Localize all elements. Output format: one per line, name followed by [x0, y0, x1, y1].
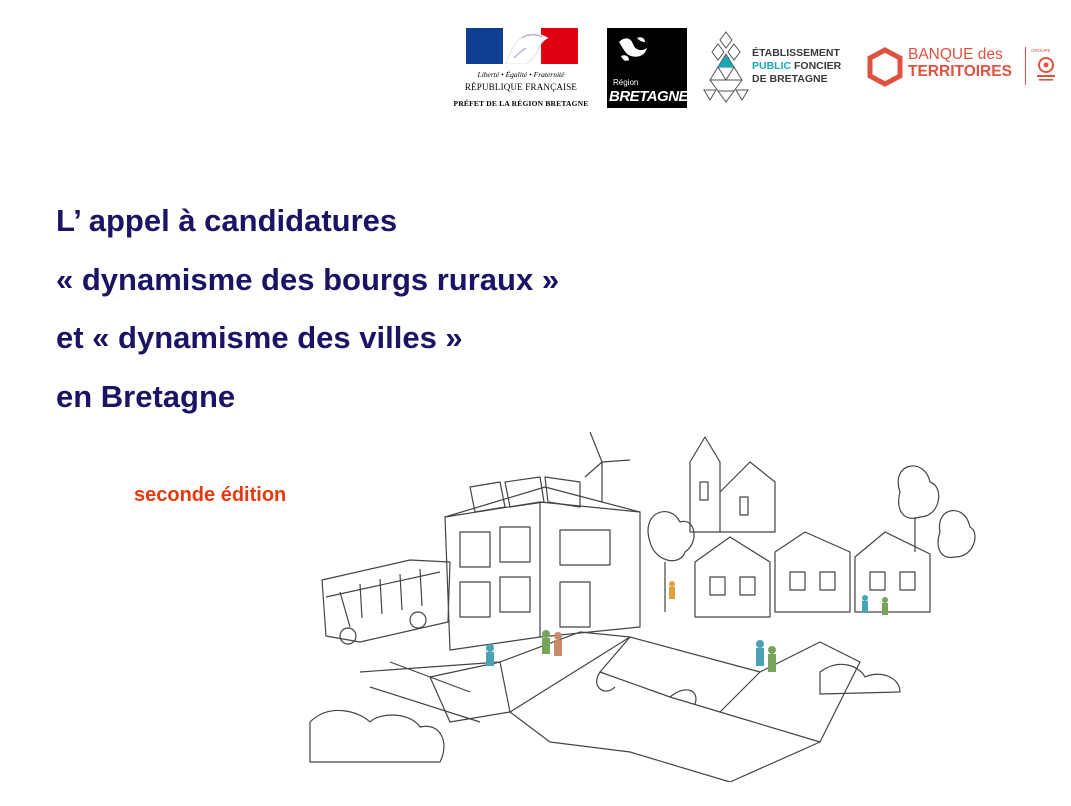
banque-des-territoires-logo — [866, 42, 1061, 92]
title-line-3: et « dynamisme des villes » — [56, 320, 463, 355]
trees-drawing — [648, 466, 975, 612]
prefecture-logo — [446, 26, 596, 114]
people-drawing — [486, 581, 888, 672]
ermine-icon — [615, 34, 655, 70]
hexagon-icon — [866, 47, 904, 87]
bdt-line1: BANQUE des — [908, 46, 1003, 63]
bdt-line2: TERRITOIRES — [908, 63, 1012, 80]
epf-line2 — [752, 60, 841, 73]
title-line-1: L’ appel à candidatures — [56, 203, 398, 238]
main-title — [56, 192, 559, 426]
epf-line2-rest: FONCIER — [791, 60, 842, 72]
logo-bar — [0, 26, 1071, 116]
town-illustration — [300, 422, 1000, 782]
bdt-separator — [1025, 47, 1026, 85]
church-drawing — [690, 437, 775, 532]
motto-text: Liberté • Égalité • Fraternité — [477, 70, 565, 79]
main-building-drawing — [445, 477, 640, 650]
epf-text — [752, 47, 841, 86]
bus-drawing — [322, 560, 450, 644]
subtitle: seconde édition — [134, 484, 287, 506]
region-big-text: BRETAGNE — [609, 88, 689, 105]
bdt-groupe-text: GROUPE — [1031, 48, 1051, 53]
epf-line3: DE BRETAGNE — [752, 73, 828, 85]
republic-text: RÉPUBLIQUE FRANÇAISE — [464, 82, 578, 92]
title-line-2: « dynamisme des bourgs ruraux » — [56, 261, 560, 297]
wind-turbine-drawing — [585, 432, 630, 502]
triangle-grid-icon — [702, 30, 750, 104]
prefect-text: PRÉFET DE LA RÉGION BRETAGNE — [453, 99, 589, 108]
caisse-des-depots-icon — [1031, 55, 1061, 85]
marianne-flag-icon — [466, 28, 578, 64]
houses-drawing — [695, 532, 930, 617]
epf-line2-teal: PUBLIC — [752, 60, 792, 72]
epf-bretagne-logo — [702, 30, 862, 104]
region-small-text: Région — [613, 78, 639, 87]
epf-line1: ÉTABLISSEMENT — [752, 47, 840, 59]
region-bretagne-logo — [607, 28, 687, 108]
title-line-4: en Bretagne — [56, 378, 236, 414]
